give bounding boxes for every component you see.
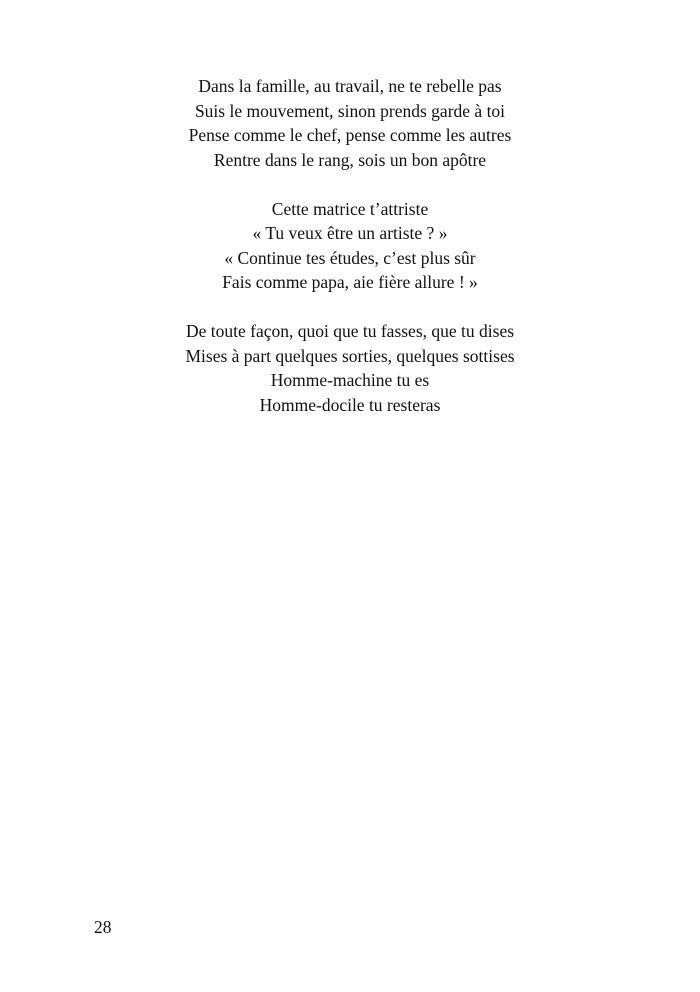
poem-line: Mises à part quelques sorties, quelques sottises bbox=[185, 345, 515, 366]
poem-line: Pense comme le chef, pense comme les autres bbox=[188, 125, 512, 145]
page-number: 28 bbox=[94, 917, 112, 937]
stanza-3 bbox=[0, 319, 700, 417]
poem-line: Homme-machine tu es bbox=[270, 370, 430, 390]
poem-line: Fais comme papa, aie fière allure ! » bbox=[222, 272, 478, 292]
poem-line: Dans la famille, au travail, ne te rebelle pas bbox=[198, 76, 502, 96]
poem-line: « Tu veux être un artiste ? » bbox=[252, 223, 448, 243]
poem-line: Homme-docile tu resteras bbox=[259, 394, 441, 415]
poem bbox=[0, 74, 700, 417]
poem-line: Suis le mouvement, sinon prends garde à toi bbox=[194, 100, 506, 121]
poem-line: Rentre dans le rang, sois un bon apôtre bbox=[213, 149, 487, 170]
poem-line: Cette matrice t’attriste bbox=[271, 198, 429, 219]
stanza-1 bbox=[0, 74, 700, 172]
stanza-2 bbox=[0, 197, 700, 295]
poem-line: De toute façon, quoi que tu fasses, que tu dises bbox=[185, 321, 515, 341]
poem-line: « Continue tes études, c’est plus sûr bbox=[224, 247, 476, 268]
